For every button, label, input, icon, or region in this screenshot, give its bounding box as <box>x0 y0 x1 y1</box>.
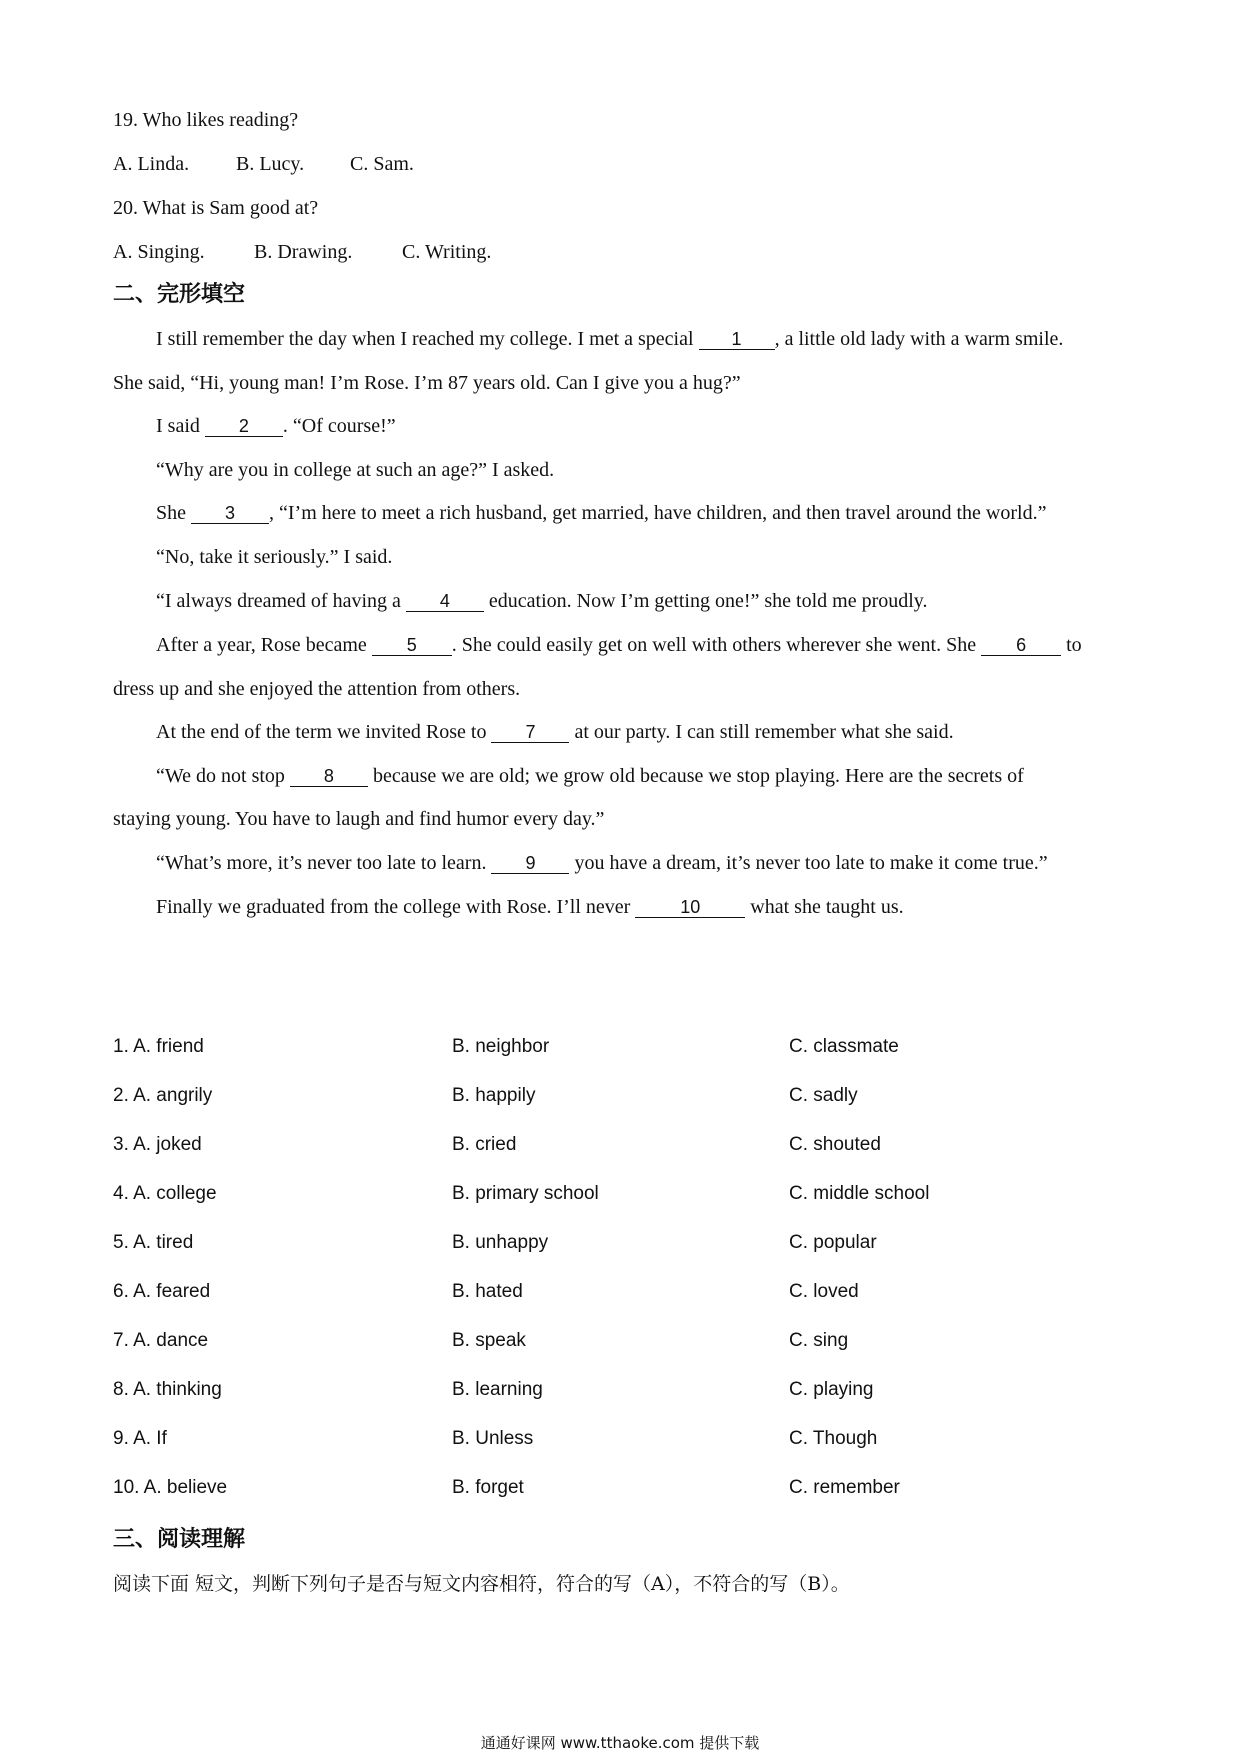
cloze-options-table <box>113 1036 1013 1526</box>
option-b: B. learning <box>452 1379 543 1400</box>
question-19: 19. Who likes reading? <box>113 109 299 131</box>
cloze-paragraph-7-cont: dress up and she enjoyed the attention from others. <box>113 678 521 700</box>
option-b: B. Drawing. <box>254 241 353 263</box>
cloze-paragraph-2: I said 2 . “Of course!” <box>156 415 396 437</box>
option-a: A. Linda. <box>113 153 190 175</box>
option-a: 8. A. thinking <box>113 1379 222 1400</box>
question-19-options <box>113 152 414 176</box>
option-a: 10. A. believe <box>113 1477 228 1498</box>
option-a: 6. A. feared <box>113 1281 211 1302</box>
option-c: C. middle school <box>789 1183 930 1204</box>
blank-10: 10 <box>635 897 745 918</box>
option-b: B. hated <box>452 1281 523 1302</box>
option-c: C. playing <box>789 1379 874 1400</box>
options-row <box>113 1134 1013 1183</box>
cloze-paragraph-6: “I always dreamed of having a 4 education. Now I’m getting one!” she told me proudly. <box>156 590 928 612</box>
question-20: 20. What is Sam good at? <box>113 197 319 219</box>
options-row <box>113 1232 1013 1281</box>
options-row <box>113 1036 1013 1085</box>
cloze-paragraph-5: “No, take it seriously.” I said. <box>156 546 393 568</box>
reading-instruction: 阅读下面 短文，判断下列句子是否与短文内容相符，符合的写（A），不符合的写（B）。 <box>113 1573 850 1595</box>
blank-2: 2 <box>205 416 283 437</box>
option-b: B. unhappy <box>452 1232 549 1253</box>
question-20-options <box>113 240 491 264</box>
blank-3: 3 <box>191 503 269 524</box>
blank-6: 6 <box>981 635 1061 656</box>
cloze-paragraph-4: She 3 , “I’m here to meet a rich husband, get married, have children, and then travel around the world.” <box>156 502 1047 524</box>
options-row <box>113 1379 1013 1428</box>
option-c: C. Sam. <box>350 153 414 175</box>
option-c: C. sadly <box>789 1085 858 1106</box>
cloze-paragraph-10: “What’s more, it’s never too late to learn. 9 you have a dream, it’s never too late to make it come true.” <box>156 852 1048 874</box>
option-b: B. happily <box>452 1085 536 1106</box>
cloze-paragraph-1-cont: She said, “Hi, young man! I’m Rose. I’m 87 years old. Can I give you a hug?” <box>113 372 741 394</box>
options-row <box>113 1183 1013 1232</box>
option-b: B. primary school <box>452 1183 599 1204</box>
option-a: 1. A. friend <box>113 1036 204 1057</box>
option-b: B. Unless <box>452 1428 534 1449</box>
option-b: B. forget <box>452 1477 524 1498</box>
option-b: B. speak <box>452 1330 526 1351</box>
options-row <box>113 1428 1013 1477</box>
options-row <box>113 1281 1013 1330</box>
option-a: 9. A. If <box>113 1428 167 1449</box>
options-row <box>113 1085 1013 1134</box>
option-c: C. Though <box>789 1428 878 1449</box>
option-c: C. shouted <box>789 1134 881 1155</box>
option-b: B. Lucy. <box>236 153 305 175</box>
blank-9: 9 <box>491 853 569 874</box>
option-a: 2. A. angrily <box>113 1085 213 1106</box>
blank-8: 8 <box>290 766 368 787</box>
page-footer: 通通好课网 www.tthaoke.com 提供下载 <box>480 1734 760 1752</box>
cloze-paragraph-11: Finally we graduated from the college with Rose. I’ll never 10 what she taught us. <box>156 896 904 918</box>
option-c: C. Writing. <box>402 241 492 263</box>
option-c: C. popular <box>789 1232 877 1253</box>
option-a: 3. A. joked <box>113 1134 202 1155</box>
cloze-paragraph-1: I still remember the day when I reached my college. I met a special 1 , a little old lady with a warm smile. <box>156 328 1064 350</box>
cloze-paragraph-3: “Why are you in college at such an age?” I asked. <box>156 459 555 481</box>
blank-5: 5 <box>372 635 452 656</box>
option-b: B. cried <box>452 1134 517 1155</box>
option-a: 5. A. tired <box>113 1232 194 1253</box>
cloze-paragraph-7: After a year, Rose became 5 . She could easily get on well with others wherever she went. She 6 to <box>156 634 1082 656</box>
cloze-paragraph-9: “We do not stop 8 because we are old; we grow old because we stop playing. Here are the secrets of <box>156 765 1024 787</box>
blank-4: 4 <box>406 591 484 612</box>
blank-7: 7 <box>491 722 569 743</box>
cloze-paragraph-8: At the end of the term we invited Rose to 7 at our party. I can still remember what she said. <box>156 721 954 743</box>
section-heading-cloze: 二、完形填空 <box>113 282 246 307</box>
cloze-paragraph-9-cont: staying young. You have to laugh and find humor every day.” <box>113 808 605 830</box>
option-c: C. classmate <box>789 1036 899 1057</box>
option-a: 7. A. dance <box>113 1330 209 1351</box>
options-row <box>113 1477 1013 1526</box>
option-a: A. Singing. <box>113 241 205 263</box>
option-c: C. sing <box>789 1330 849 1351</box>
option-c: C. remember <box>789 1477 900 1498</box>
option-a: 4. A. college <box>113 1183 217 1204</box>
options-row <box>113 1330 1013 1379</box>
section-heading-reading: 三、阅读理解 <box>113 1527 246 1552</box>
option-c: C. loved <box>789 1281 859 1302</box>
option-b: B. neighbor <box>452 1036 550 1057</box>
blank-1: 1 <box>699 329 775 350</box>
